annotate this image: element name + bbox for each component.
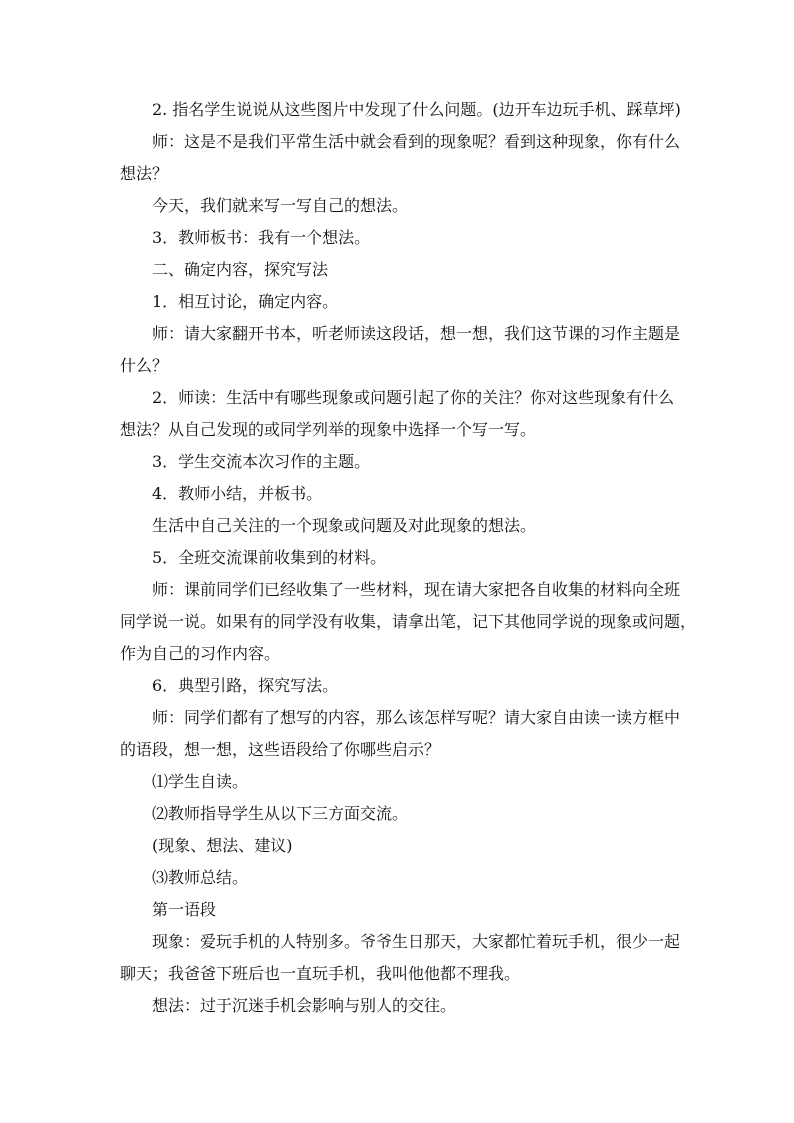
sub-step-5: 5．全班交流课前收集到的材料。	[152, 548, 387, 567]
sub-step-3: 3．学生交流本次习作的主题。	[152, 452, 371, 471]
teacher-instruction-cont: 什么？	[120, 356, 169, 375]
item-3-summary: ⑶教师总结。	[152, 868, 249, 887]
document-body	[120, 94, 697, 1022]
phenomenon-line: 现象：爱玩手机的人特别多。爷爷生日那天，大家都忙着玩手机，很少一起	[152, 932, 681, 951]
paragraph-step-3: 3．教师板书：我有一个想法。	[152, 228, 371, 247]
item-1-self-read: ⑴学生自读。	[152, 772, 249, 791]
teacher-question-cont: 想法？	[120, 164, 169, 183]
section-heading-2: 二、确定内容，探究写法	[152, 260, 329, 279]
paragraph-step-2: 2. 指名学生说说从这些图片中发现了什么问题。(边开车边玩手机、踩草坪)	[152, 100, 681, 119]
sub-step-1: 1．相互讨论，确定内容。	[152, 292, 339, 311]
phenomenon-line-cont: 聊天；我爸爸下班后也一直玩手机，我叫他他都不理我。	[120, 964, 521, 983]
sub-step-6: 6．典型引路，探究写法。	[152, 676, 339, 695]
idea-line: 想法：过于沉迷手机会影响与别人的交往。	[152, 996, 457, 1015]
first-passage-heading: 第一语段	[152, 900, 217, 919]
teacher-how-to-write-cont: 的语段，想一想，这些语段给了你哪些启示？	[120, 740, 441, 759]
teacher-question: 师：这是不是我们平常生活中就会看到的现象呢？看到这种现象，你有什么	[152, 132, 681, 151]
sub-step-4: 4．教师小结，并板书。	[152, 484, 323, 503]
teacher-materials: 师：课前同学们已经收集了一些材料，现在请大家把各自收集的材料向全班	[152, 580, 681, 599]
board-summary: 生活中自己关注的一个现象或问题及对此现象的想法。	[152, 516, 537, 535]
teacher-materials-cont-1: 同学说一说。如果有的同学没有收集，请拿出笔，记下其他同学说的现象或问题，	[120, 612, 697, 631]
today-line: 今天，我们就来写一写自己的想法。	[152, 196, 409, 215]
teacher-how-to-write: 师：同学们都有了想写的内容，那么该怎样写呢？请大家自由读一读方框中	[152, 708, 681, 727]
sub-step-2-cont: 想法？从自己发现的或同学列举的现象中选择一个写一写。	[120, 420, 537, 439]
teacher-instruction: 师：请大家翻开书本，听老师读这段话，想一想，我们这节课的习作主题是	[152, 324, 681, 343]
sub-step-2: 2．师读：生活中有哪些现象或问题引起了你的关注？你对这些现象有什么	[152, 388, 675, 407]
item-2-guidance: ⑵教师指导学生从以下三方面交流。	[152, 804, 409, 823]
three-aspects: (现象、想法、建议)	[152, 836, 293, 855]
teacher-materials-cont-2: 作为自己的习作内容。	[120, 644, 281, 663]
